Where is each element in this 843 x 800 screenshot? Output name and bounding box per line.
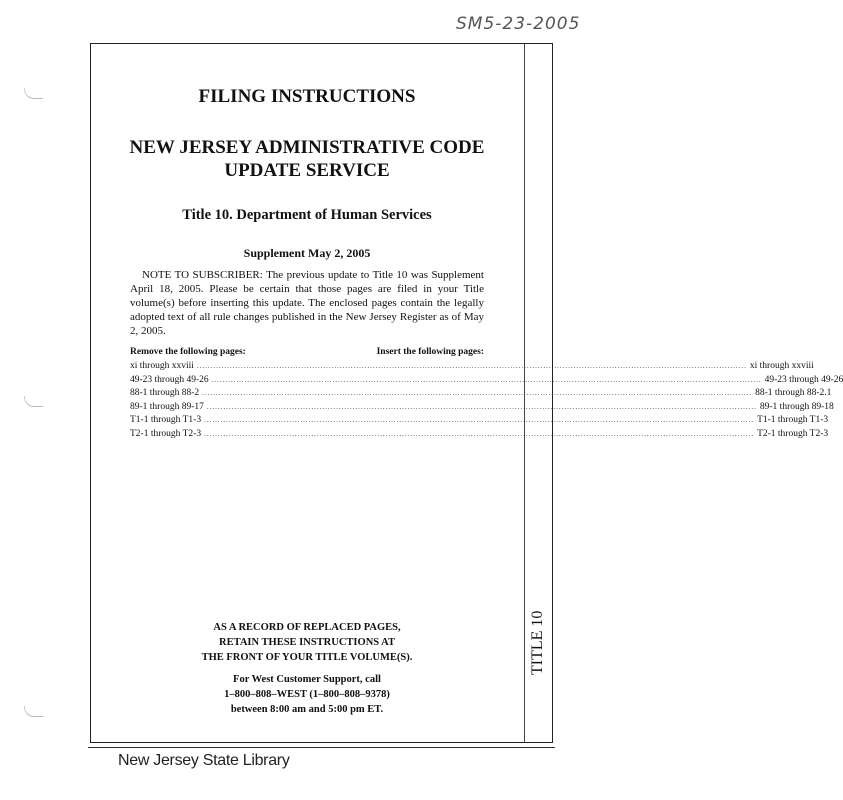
retain-line: THE FRONT OF YOUR TITLE VOLUME(S). (201, 652, 413, 663)
remove-pages: 49-23 through 49-26 (130, 374, 209, 385)
insert-pages: T1-1 through T1-3 (757, 415, 829, 425)
remove-pages: 88-1 through 88-2 (130, 388, 200, 398)
dot-leader: ........................................................................................................................................................................................................ (206, 402, 757, 411)
remove-pages: 89-1 through 89-17 (130, 401, 204, 412)
dot-leader: ........................................................................................................................................................................................................ (204, 429, 755, 438)
insert-pages: T2-1 through T2-3 (757, 428, 829, 439)
dot-leader: ........................................................................................................................................................................................................ (211, 375, 762, 384)
table-header (130, 347, 484, 361)
support-line: 1–800–808–WEST (1–800–808–9378) (224, 689, 390, 700)
page-replacement-table (130, 347, 843, 442)
dot-leader: ........................................................................................................................................................................................................ (202, 389, 753, 397)
subscriber-note: NOTE TO SUBSCRIBER: The previous update to Title 10 was Supplement April 18, 2005. Please be certain that those pages are filed in your Title volume(s) before inserting this update. The enclosed pages contain the legally adopted text of all rule changes published in the New Jersey Register as of May 2, 2005. (130, 269, 484, 337)
insert-header: Insert the following pages: (376, 347, 484, 357)
remove-pages: T1-1 through T1-3 (130, 415, 202, 425)
table-row (130, 415, 829, 429)
document-title: FILING INSTRUCTIONS (198, 86, 416, 107)
code-title-line-2: UPDATE SERVICE (224, 160, 390, 181)
binder-hole-mark (24, 396, 43, 407)
table-row (130, 401, 834, 416)
insert-pages: xi through xxviii (749, 361, 814, 371)
code-title-line-1: NEW JERSEY ADMINISTRATIVE CODE (129, 137, 485, 158)
library-footer: New Jersey State Library (118, 752, 290, 769)
insert-pages: 89-1 through 89-18 (759, 401, 834, 412)
remove-pages: xi through xxviii (130, 361, 194, 371)
retain-line: RETAIN THESE INSTRUCTIONS AT (219, 637, 395, 648)
code-title (90, 136, 524, 182)
remove-pages: T2-1 through T2-3 (130, 428, 202, 439)
dot-leader: ........................................................................................................................................................................................................ (204, 416, 755, 424)
retain-instructions (90, 620, 524, 665)
table-rows (130, 361, 843, 442)
supplement-date: Supplement May 2, 2005 (243, 246, 371, 260)
handwritten-stamp: SM5-23-2005 (456, 14, 581, 34)
insert-pages: 88-1 through 88-2.1 (755, 388, 832, 398)
title-tab-label: TITLE 10 (529, 610, 546, 675)
retain-line: AS A RECORD OF REPLACED PAGES, (213, 622, 401, 633)
table-row (130, 374, 843, 389)
binder-hole-mark (24, 88, 43, 99)
insert-pages: 49-23 through 49-26 (764, 374, 843, 385)
table-row (130, 388, 832, 402)
remove-header: Remove the following pages: (130, 347, 246, 357)
customer-support (90, 672, 524, 717)
support-line: between 8:00 am and 5:00 pm ET. (230, 704, 384, 715)
department-title: Title 10. Department of Human Services (182, 207, 432, 223)
table-row (130, 361, 814, 375)
bottom-rule (88, 747, 555, 748)
support-line: For West Customer Support, call (233, 674, 381, 685)
table-row (130, 428, 829, 443)
dot-leader: ........................................................................................................................................................................................................ (196, 362, 747, 370)
binder-hole-mark (24, 706, 43, 717)
